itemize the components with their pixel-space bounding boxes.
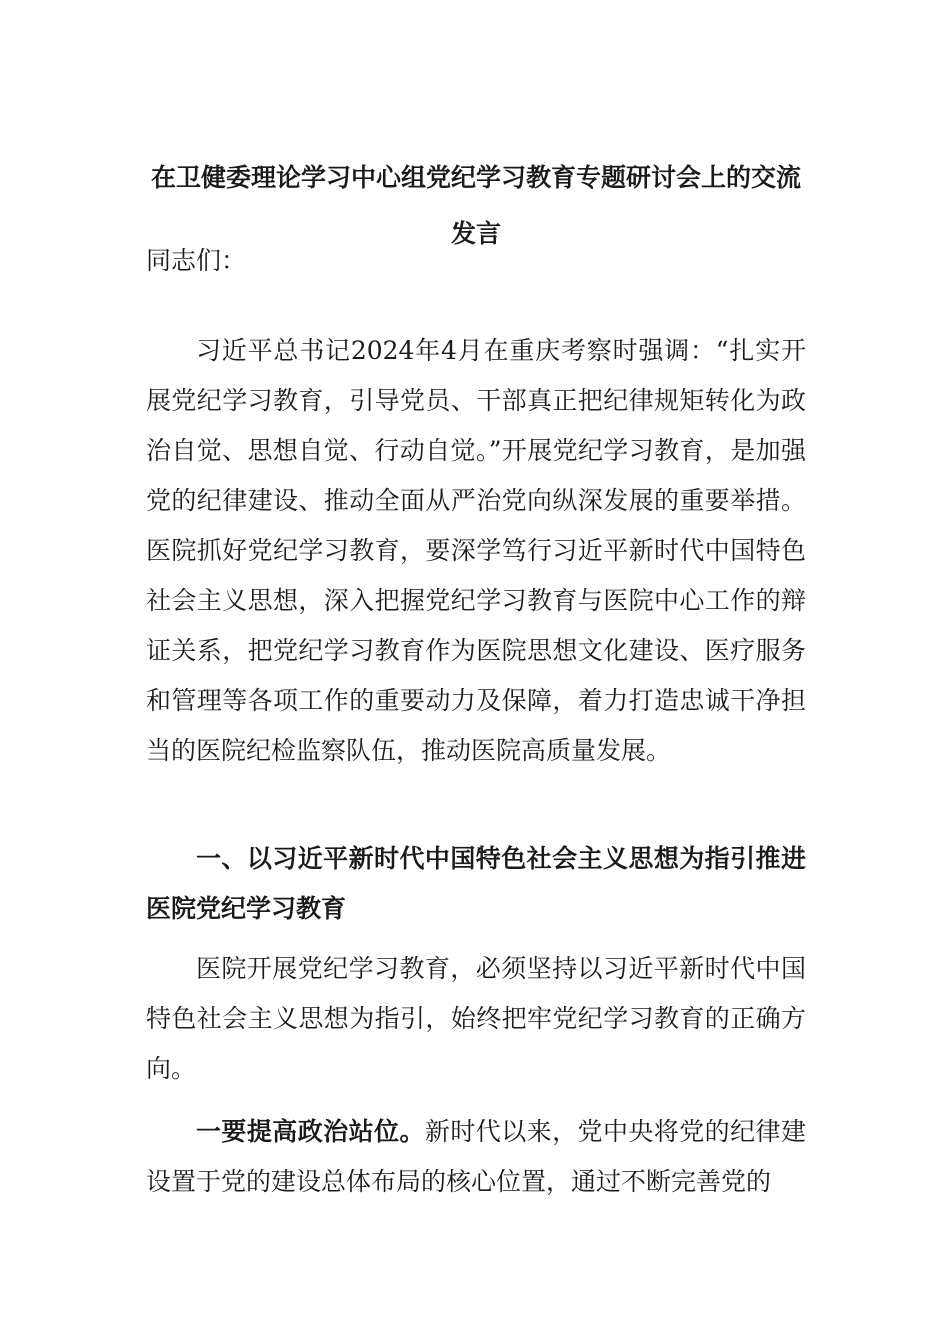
body-paragraph-2: 医院开展党纪学习教育，必须坚持以习近平新时代中国特色社会主义思想为指引，始终把牢党纪学习教育的正确方向。 <box>146 954 806 1083</box>
body-paragraph-1: 习近平总书记2024年4月在重庆考察时强调：“扎实开展党纪学习教育，引导党员、干部真正把纪律规矩转化为政治自觉、思想自觉、行动自觉。”开展党纪学习教育，是加强党的纪律建设、推动全面从严治党向纵深发展的重要举措。医院抓好党纪学习教育，要深学笃行习近平新时代中国特色社会主义思想，深入把握党纪学习教育与医院中心工作的辩证关系，把党纪学习教育作为医院思想文化建设、医疗服务和管理等各项工作的重要动力及保障，着力打造忠诚干净担当的医院纪检监察队伍，推动医院高质量发展。 <box>146 336 806 765</box>
salutation: 同志们： <box>146 246 247 275</box>
paragraph-lead-text: 一要提高政治站位。 <box>196 1117 425 1146</box>
body-paragraph-3 <box>146 1107 806 1207</box>
section-heading-1: 一、以习近平新时代中国特色社会主义思想为指引推进医院党纪学习教育 <box>146 844 806 923</box>
paragraph-body-text: 新时代以来，党中央将党的纪律建设置于党的建设总体布局的核心位置，通过不断完善党的 <box>146 1117 806 1196</box>
document-title: 在卫健委理论学习中心组党纪学习教育专题研讨会上的交流发言 <box>150 163 801 248</box>
